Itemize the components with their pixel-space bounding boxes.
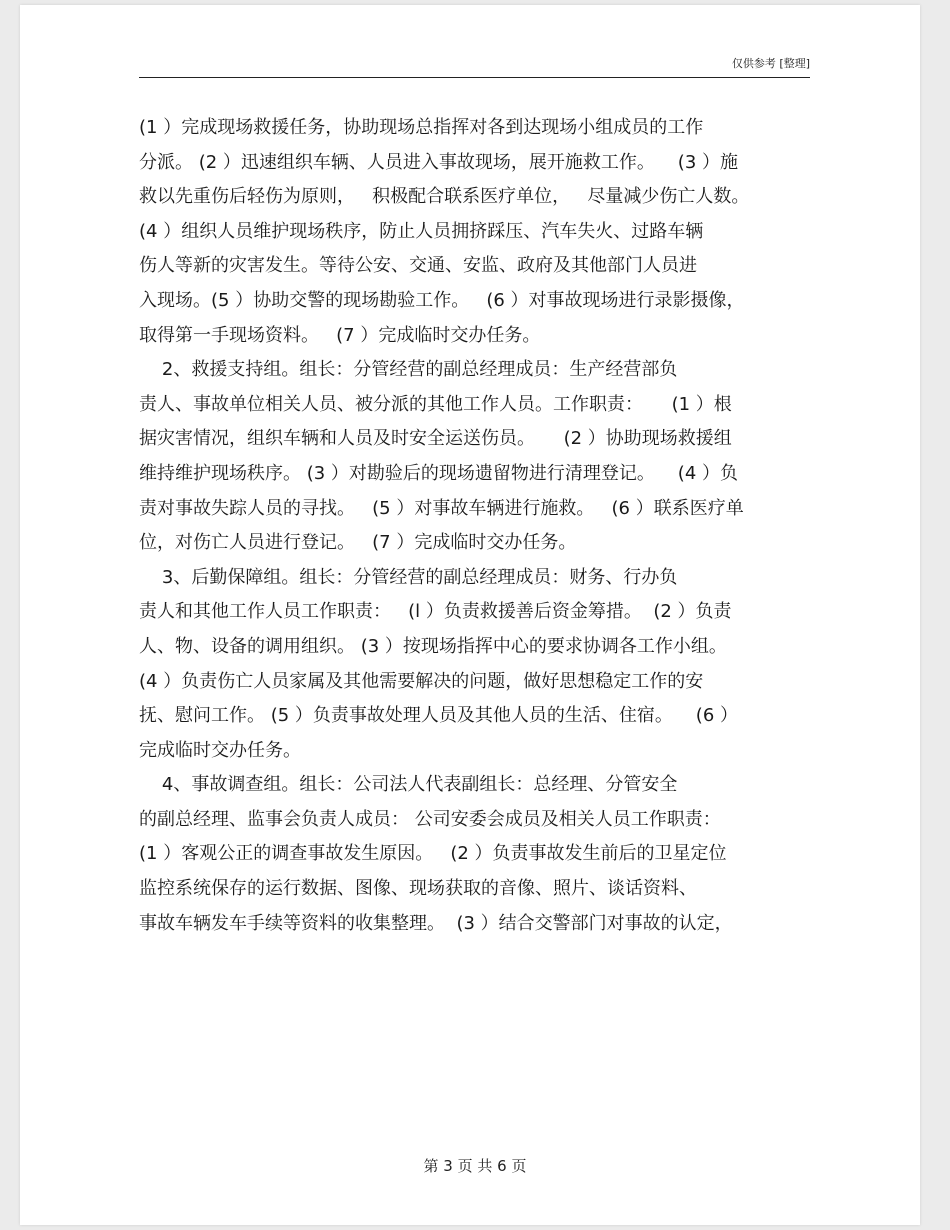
text-line: 监控系统保存的运行数据、图像、现场获取的音像、照片、谈话资料、 [139,878,697,900]
text-line: 责人和其他工作人员工作职责： (l ）负责救援善后资金筹措。 (2 ）负责 [139,601,732,623]
text-line: (1 ）客观公正的调查事故发生原因。 (2 ）负责事故发生前后的卫星定位 [139,843,727,865]
text-line: 救以先重伤后轻伤为原则， 积极配合联系医疗单位， 尽量减少伤亡人数。 [139,186,750,208]
text-line: 的副总经理、监事会负责人成员： 公司安委会成员及相关人员工作职责： [139,808,721,830]
text-line: 责人、事故单位相关人员、被分派的其他工作人员。工作职责： (1 ）根 [139,393,732,415]
text-line: 2、救援支持组。组长：分管经营的副总经理成员：生产经营部负 [139,359,678,381]
text-line: (4 ）负责伤亡人员家属及其他需要解决的问题，做好思想稳定工作的安 [139,670,704,692]
page-number: 第 3 页 共 6 页 [423,1157,527,1175]
text-line: 维持维护现场秩序。 (3 ）对勘验后的现场遗留物进行清理登记。 (4 ）负 [139,462,738,484]
text-line: 3、后勤保障组。组长：分管经营的副总经理成员：财务、行办负 [139,566,678,588]
text-line: 人、物、设备的调用组织。 (3 ）按现场指挥中心的要求协调各工作小组。 [139,635,727,657]
body-text [139,111,810,941]
header-text: 仅供参考 [整理] [731,57,810,70]
text-line: 位，对伤亡人员进行登记。 (7 ）完成临时交办任务。 [139,532,577,554]
text-line: 抚、慰问工作。 (5 ）负责事故处理人员及其他人员的生活、住宿。 (6 ） [139,705,738,727]
text-line: 取得第一手现场资料。 (7 ）完成临时交办任务。 [139,324,541,346]
text-line: (4 ）组织人员维护现场秩序，防止人员拥挤踩压、汽车失火、过路车辆 [139,220,704,242]
page-footer [0,1155,950,1176]
text-line: 入现场。(5 ）协助交警的现场勘验工作。 (6 ）对事故现场进行录影摄像， [139,289,745,311]
text-line: 完成临时交办任务。 [139,739,301,761]
text-line: (1 ）完成现场救援任务，协助现场总指挥对各到达现场小组成员的工作 [139,117,704,138]
text-line: 据灾害情况，组织车辆和人员及时安全运送伤员。 (2 ）协助现场救援组 [139,428,732,450]
text-line: 事故车辆发车手续等资料的收集整理。 (3 ）结合交警部门对事故的认定， [139,912,733,934]
page-header [139,57,810,78]
text-line: 分派。 (2 ）迅速组织车辆、人员进入事故现场，展开施救工作。 (3 ）施 [139,151,738,173]
text-line: 4、事故调查组。组长：公司法人代表副组长：总经理、分管安全 [139,774,678,796]
text-line: 伤人等新的灾害发生。等待公安、交通、安监、政府及其他部门人员进 [139,255,697,277]
text-line: 责对事故失踪人员的寻找。 (5 ）对事故车辆进行施救。 (6 ）联系医疗单 [139,497,744,519]
